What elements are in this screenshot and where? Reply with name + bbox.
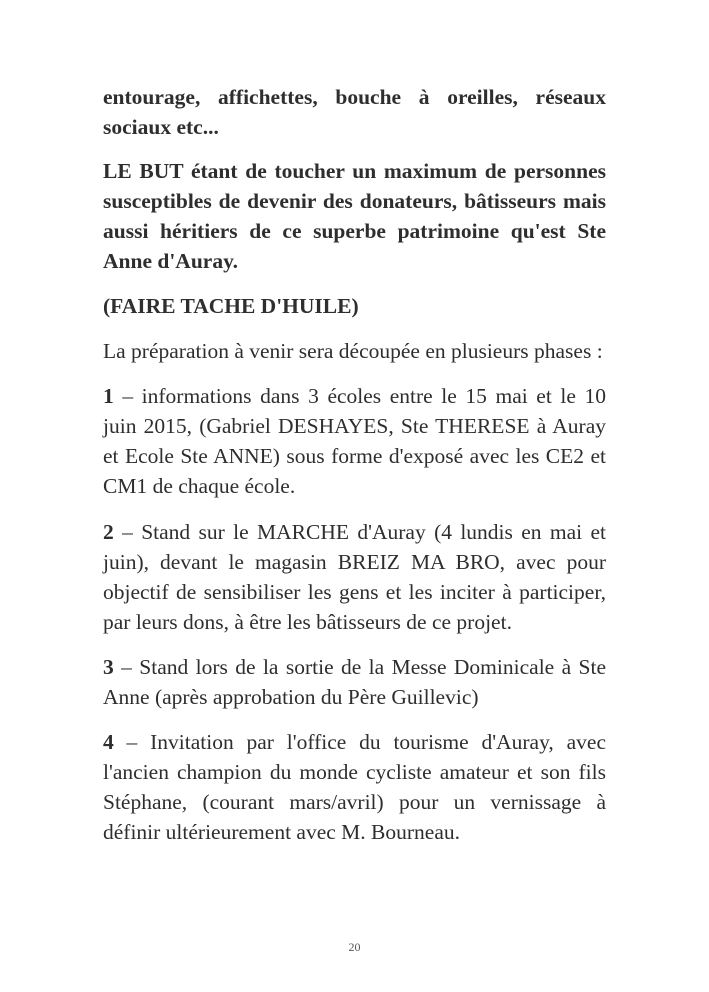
intro-continuation-paragraph: entourage, affichettes, bouche à oreilles, réseaux sociaux etc... — [103, 85, 606, 139]
phase-number: 1 — [103, 384, 114, 408]
motto-heading: (FAIRE TACHE D'HUILE) — [103, 294, 359, 318]
phase-number: 4 — [103, 730, 114, 754]
phase-item-1 — [103, 381, 606, 501]
phases-intro-paragraph: La préparation à venir sera découpée en plusieurs phases : — [103, 339, 603, 363]
phase-text: – informations dans 3 écoles entre le 15 mai et le 10 juin 2015, (Gabriel DESHAYES, Ste THERESE à Auray et Ecole Ste ANNE) sous forme d'exposé avec les CE2 et CM1 de chaque école. — [103, 384, 606, 498]
phase-item-3 — [103, 652, 606, 712]
phase-number: 3 — [103, 655, 114, 679]
page-number: 20 — [348, 940, 361, 954]
phase-number: 2 — [103, 520, 114, 544]
document-body — [103, 82, 606, 847]
phase-text: – Stand lors de la sortie de la Messe Dominicale à Ste Anne (après approbation du Père Guillevic) — [103, 655, 606, 709]
phase-text: – Invitation par l'office du tourisme d'Auray, avec l'ancien champion du monde cycliste amateur et son fils Stéphane, (courant mars/avril) pour un vernissage à définir ultérieurement avec M. Bourneau. — [103, 730, 606, 844]
phase-item-4 — [103, 727, 606, 847]
goal-paragraph: LE BUT étant de toucher un maximum de personnes susceptibles de devenir des donateurs, bâtisseurs mais aussi héritiers de ce superbe patrimoine qu'est Ste Anne d'Auray. — [103, 159, 606, 273]
phase-item-2 — [103, 517, 606, 637]
phase-text: – Stand sur le MARCHE d'Auray (4 lundis en mai et juin), devant le magasin BREIZ MA BRO, avec pour objectif de sensibiliser les gens et les inciter à participer, par leurs dons, à être les bâtisseurs de ce projet. — [103, 520, 606, 634]
